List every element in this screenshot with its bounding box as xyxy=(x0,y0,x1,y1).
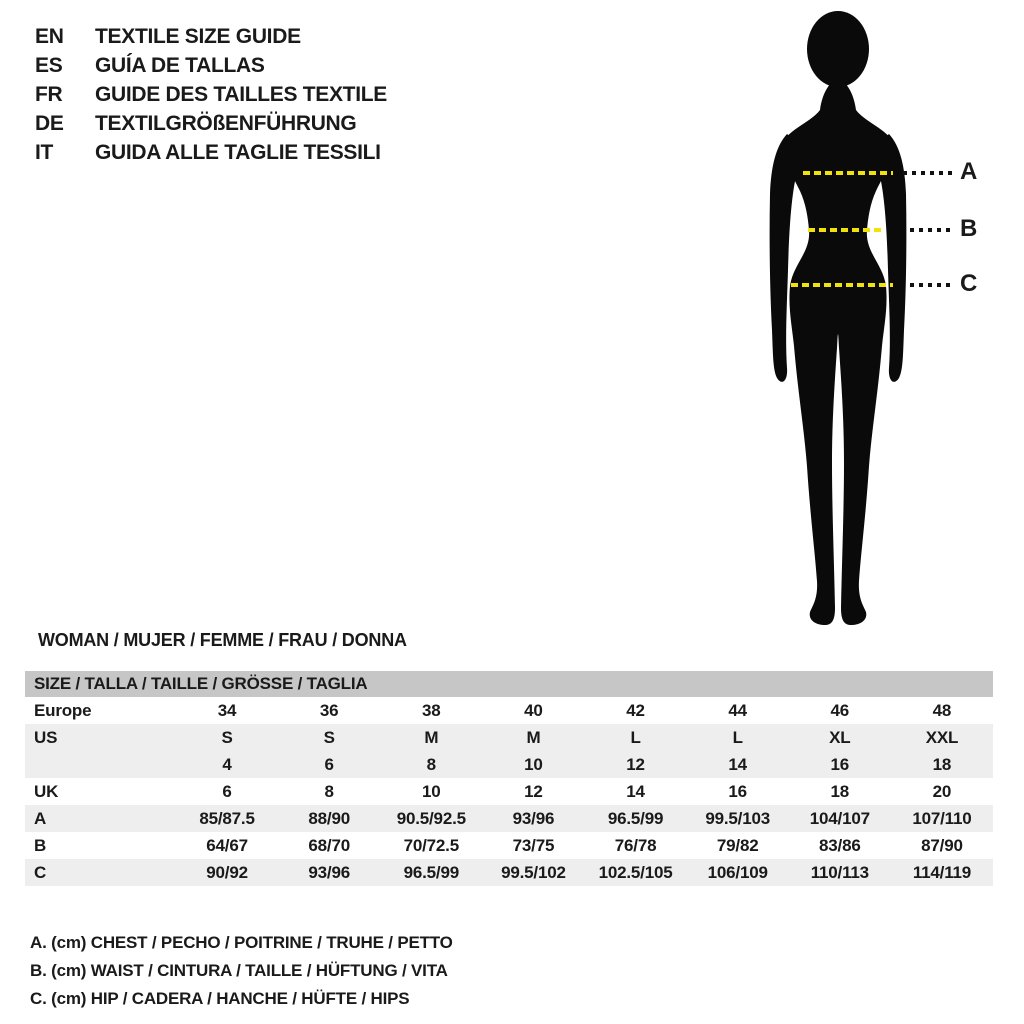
legend-line-a: A. (cm) CHEST / PECHO / POITRINE / TRUHE / PETTO xyxy=(30,933,453,952)
measure-dash-line-a xyxy=(803,171,893,175)
section-title-woman: WOMAN / MUJER / FEMME / FRAU / DONNA xyxy=(38,630,407,650)
size-cell: 4 xyxy=(222,754,232,774)
row-label: Europe xyxy=(34,700,92,720)
size-cell: 38 xyxy=(422,700,441,720)
size-cell: 16 xyxy=(728,781,747,801)
size-cell: 34 xyxy=(217,700,237,720)
size-cell: 106/109 xyxy=(707,862,768,882)
size-cell: L xyxy=(732,727,743,747)
size-cell: 88/90 xyxy=(308,808,350,828)
measure-letter-c: C xyxy=(960,270,978,297)
size-table-row-us-numeric xyxy=(25,751,993,778)
legend-line-b: B. (cm) WAIST / CINTURA / TAILLE / HÜFTUNG / VITA xyxy=(30,961,448,980)
measure-dotted-line-b xyxy=(910,228,953,232)
measure-letter-a: A xyxy=(960,158,978,185)
size-table-header: SIZE / TALLA / TAILLE / GRÖSSE / TAGLIA xyxy=(25,671,993,697)
size-cell: 44 xyxy=(728,700,747,720)
size-cell: 46 xyxy=(830,700,850,720)
row-label: B xyxy=(34,835,47,855)
size-table-row-b xyxy=(25,832,993,859)
size-cell: M xyxy=(526,727,541,747)
size-cell: 107/110 xyxy=(912,808,972,828)
size-cell: 10 xyxy=(422,781,441,801)
row-label: US xyxy=(34,727,58,747)
size-cell: 79/82 xyxy=(716,835,759,855)
size-cell: 8 xyxy=(324,781,334,801)
size-cell: 18 xyxy=(830,781,850,801)
language-title: GUIDA ALLE TAGLIE TESSILI xyxy=(95,141,381,164)
woman-silhouette-icon xyxy=(745,8,978,633)
size-cell: 16 xyxy=(830,754,850,774)
size-cell: 96.5/99 xyxy=(403,862,459,882)
size-cell: 48 xyxy=(932,700,952,720)
size-cell: S xyxy=(323,727,335,747)
size-cell: M xyxy=(424,727,439,747)
size-table-row-us xyxy=(25,724,993,751)
size-cell: 8 xyxy=(426,754,436,774)
language-title: TEXTILE SIZE GUIDE xyxy=(95,25,301,48)
size-cell: 90.5/92.5 xyxy=(396,808,466,828)
size-cell: 110/113 xyxy=(810,862,869,882)
size-cell: 99.5/102 xyxy=(501,862,566,882)
size-cell: 14 xyxy=(728,754,747,774)
size-cell: 96.5/99 xyxy=(607,808,664,828)
row-label xyxy=(25,751,176,778)
size-cell: 83/86 xyxy=(819,835,861,855)
size-cell: 99.5/103 xyxy=(705,808,770,828)
size-cell: 6 xyxy=(222,781,232,801)
size-cell: L xyxy=(630,727,641,747)
language-title: GUIDE DES TAILLES TEXTILE xyxy=(95,83,387,106)
size-cell: S xyxy=(221,727,233,747)
size-table-row-a xyxy=(25,805,993,832)
size-table-row-europe xyxy=(25,697,993,724)
row-label: UK xyxy=(34,781,59,801)
size-cell: 114/119 xyxy=(912,862,972,882)
size-cell: 18 xyxy=(932,754,952,774)
size-cell: 104/107 xyxy=(809,808,870,828)
language-code: ES xyxy=(35,54,63,77)
language-title: TEXTILGRÖßENFÜHRUNG xyxy=(95,112,357,135)
size-table-grid xyxy=(25,697,993,886)
language-code: DE xyxy=(35,112,64,135)
size-cell: 70/72.5 xyxy=(403,835,459,855)
legend-line-c: C. (cm) HIP / CADERA / HANCHE / HÜFTE / HIPS xyxy=(30,989,410,1008)
size-cell: 42 xyxy=(626,700,645,720)
size-cell: 87/90 xyxy=(921,835,963,855)
size-cell: 93/96 xyxy=(308,862,350,882)
language-title: GUÍA DE TALLAS xyxy=(95,54,265,77)
language-code: IT xyxy=(35,141,54,164)
size-cell: 76/78 xyxy=(614,835,657,855)
language-code: EN xyxy=(35,25,64,48)
size-cell: 14 xyxy=(626,781,645,801)
language-code: FR xyxy=(35,83,63,106)
size-cell: 64/67 xyxy=(206,835,248,855)
measure-letter-b: B xyxy=(960,215,978,242)
size-cell: 20 xyxy=(932,781,952,801)
size-cell: 36 xyxy=(319,700,339,720)
size-cell: 90/92 xyxy=(206,862,248,882)
size-cell: 102.5/105 xyxy=(598,862,673,882)
size-table xyxy=(25,671,993,886)
size-table-row-uk xyxy=(25,778,993,805)
measure-dotted-line-a xyxy=(903,171,953,175)
size-cell: 68/70 xyxy=(308,835,350,855)
size-cell: 6 xyxy=(324,754,334,774)
size-cell: 12 xyxy=(524,781,543,801)
measure-dotted-line-c xyxy=(910,283,953,287)
measurement-legend xyxy=(30,929,453,1013)
size-cell: 40 xyxy=(524,700,543,720)
size-cell: XXL xyxy=(925,727,959,747)
row-label: C xyxy=(34,862,47,882)
measure-dash-line-c xyxy=(791,283,893,287)
row-label: A xyxy=(34,808,47,828)
size-cell: 12 xyxy=(626,754,645,774)
size-cell: 10 xyxy=(524,754,543,774)
size-table-row-c xyxy=(25,859,993,886)
size-cell: 73/75 xyxy=(512,835,555,855)
size-cell: 85/87.5 xyxy=(199,808,255,828)
size-cell: 93/96 xyxy=(512,808,555,828)
size-cell: XL xyxy=(829,727,851,747)
measure-dash-line-b xyxy=(808,228,882,232)
